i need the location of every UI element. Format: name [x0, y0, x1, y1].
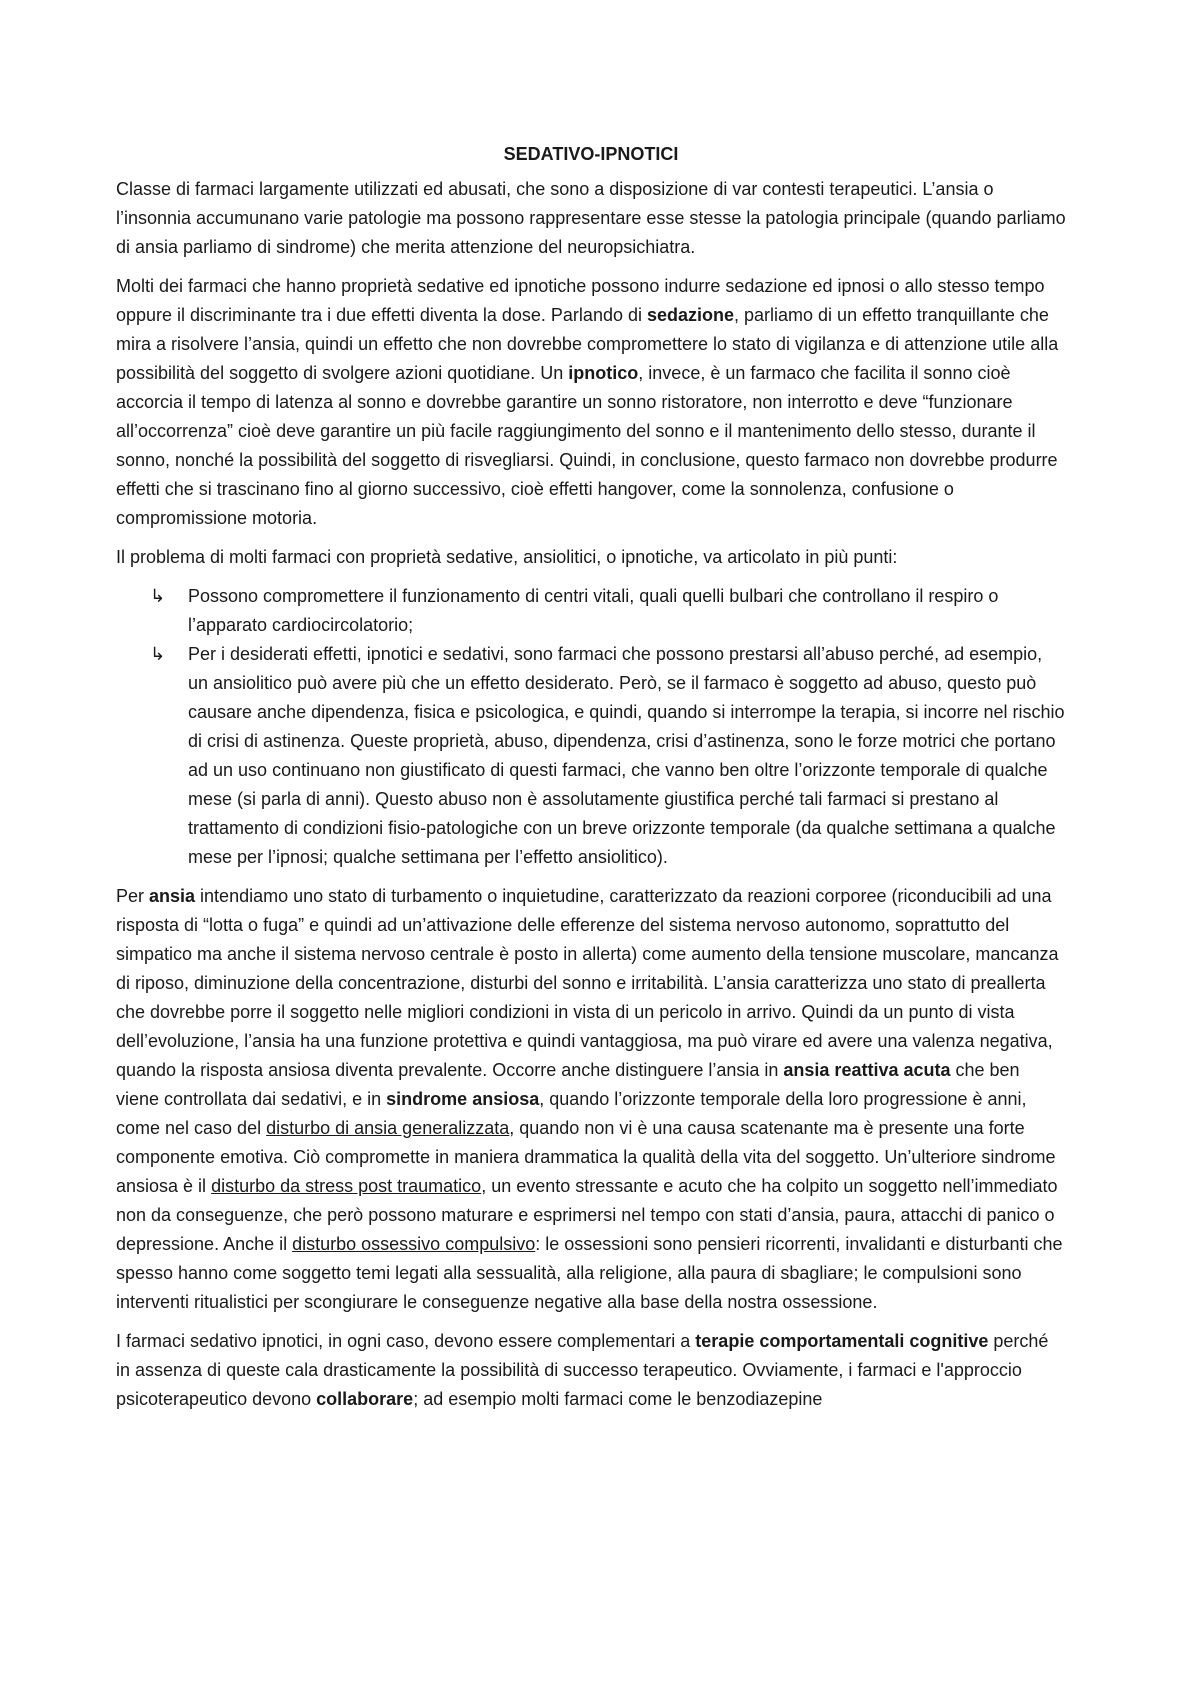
- paragraph-sedation-hypnosis: [116, 272, 1066, 533]
- arrow-bullet-icon: ↳: [150, 586, 166, 607]
- bold-term-sindrome-ansiosa: sindrome ansiosa: [386, 1089, 540, 1109]
- paragraph-anxiety: [116, 882, 1066, 1317]
- text-run: ; ad esempio molti farmaci come le benzodiazepine: [413, 1389, 823, 1409]
- text-run: I farmaci sedativo ipnotici, in ogni caso, devono essere complementari a: [116, 1331, 696, 1351]
- bold-term-sedazione: sedazione: [646, 305, 735, 325]
- bold-term-terapie-cognitive: terapie comportamentali cognitive: [695, 1331, 989, 1351]
- text-run: intendiamo uno stato di turbamento o inquietudine, caratterizzato da reazioni corporee (riconducibili ad una risposta di “lotta o fuga” e quindi ad un’attivazione delle efferenze del sistema nervoso autonomo, soprattutto del simpatico ma anche il sistema nervoso centrale è posto in allerta) come aumento della tensione muscolare, mancanza di riposo, diminuzione della concentrazione, disturbi del sonno e irritabilità. L’ansia caratterizza uno stato di preallerta che dovrebbe porre il soggetto nelle migliori condizioni in vista di un pericolo in arrivo. Quindi da un punto di vista dell’evoluzione, l’ansia ha una funzione protettiva e quindi vantaggiosa, ma può virare ed avere una valenza negativa, quando la risposta ansiosa diventa prevalente. Occorre anche distinguere l’ansia in: [116, 886, 1059, 1080]
- bullet-list: [116, 582, 1066, 872]
- text-run: Molti dei farmaci che hanno proprietà sedative ed ipnotiche possono indurre sedazione ed ipnosi o allo stesso tempo oppure il discriminante tra i due effetti diventa la dose. Parlando di: [116, 276, 1045, 325]
- text-run: : le ossessioni sono pensieri ricorrenti, invalidanti e disturbanti che spesso hanno come soggetto temi legati alla sessualità, alla religione, alla paura di sbagliare; le compulsioni sono interventi ritualistici per scongiurare le conseguenze negative alla base della nostra ossessione.: [116, 1234, 1063, 1312]
- underlined-term-gad: disturbo di ansia generalizzata: [266, 1118, 510, 1138]
- text-run: Per: [116, 886, 150, 906]
- bullet-text: Possono compromettere il funzionamento di centri vitali, quali quelli bulbari che controllano il respiro o l’apparato cardiocircolatorio;: [188, 586, 999, 635]
- bullet-text: Per i desiderati effetti, ipnotici e sedativi, sono farmaci che possono prestarsi all’abuso perché, ad esempio, un ansiolitico può avere più che un effetto desiderato. Però, se il farmaco è soggetto ad abuso, questo può causare anche dipendenza, fisica e psicologica, e quindi, quando si interrompe la terapia, si incorre nel rischio di crisi di astinenza. Queste proprietà, abuso, dipendenza, crisi d’astinenza, sono le forze motrici che portano ad un uso continuano non giustificato di questi farmaci, che vanno ben oltre l’orizzonte temporale di qualche mese (si parla di anni). Questo abuso non è assolutamente giustifica perché tali farmaci si prestano al trattamento di condizioni fisio-patologiche con un breve orizzonte temporale (da qualche settimana a qualche mese per l’ipnosi; qualche settimana per l’effetto ansiolitico).: [188, 644, 1065, 867]
- bold-term-ipnotico: ipnotico: [568, 363, 639, 383]
- paragraph-problem: Il problema di molti farmaci con proprietà sedative, ansiolitici, o ipnotiche, va articolato in più punti:: [116, 547, 898, 567]
- bullet-item: [116, 640, 1066, 872]
- paragraph-therapy: [116, 1327, 1066, 1414]
- text-run: perché in assenza di queste cala drasticamente la possibilità di successo terapeutico. Ovviamente, i farmaci e l'approccio psicoterapeutico devono: [116, 1331, 1049, 1409]
- text-run: che ben viene controllata dai sedativi, e in: [116, 1060, 1020, 1109]
- underlined-term-ptsd: disturbo da stress post traumatico: [211, 1176, 482, 1196]
- text-run: , quando non vi è una causa scatenante ma è presente una forte componente emotiva. Ciò compromette in maniera drammatica la qualità della vita del soggetto. Un’ulteriore sindrome ansiosa è il: [116, 1118, 1056, 1196]
- bold-term-ansia: ansia: [149, 886, 196, 906]
- text-run: , invece, è un farmaco che facilita il sonno cioè accorcia il tempo di latenza al sonno e dovrebbe garantire un sonno ristoratore, non interrotto e deve “funzionare all’occorrenza” cioè deve garantire un più facile raggiungimento del sonno e il mantenimento dello stesso, durante il sonno, nonché la possibilità del soggetto di risvegliarsi. Quindi, in conclusione, questo farmaco non dovrebbe produrre effetti che si trascinano fino al giorno successivo, cioè effetti hangover, come la sonnolenza, confusione o compromissione motoria.: [116, 363, 1058, 528]
- arrow-bullet-icon: ↳: [150, 644, 166, 665]
- text-run: , un evento stressante e acuto che ha colpito un soggetto nell’immediato non da conseguenze, che però possono maturare e esprimersi nel tempo con stati d’ansia, paura, attacchi di panico o depressione. Anche il: [116, 1176, 1058, 1254]
- paragraph-intro: Classe di farmaci largamente utilizzati ed abusati, che sono a disposizione di var contesti terapeutici. L’ansia o l’insonnia accumunano varie patologie ma possono rappresentare esse stesse la patologia principale (quando parliamo di ansia parliamo di sindrome) che merita attenzione del neuropsichiatra.: [116, 179, 1066, 257]
- text-run: , quando l’orizzonte temporale della loro progressione è anni, come nel caso del: [116, 1089, 1027, 1138]
- text-run: , parliamo di un effetto tranquillante che mira a risolvere l’ansia, quindi un effetto che non dovrebbe compromettere lo stato di vigilanza e di attenzione utile alla possibilità del soggetto di svolgere azioni quotidiane. Un: [116, 305, 1059, 383]
- bold-term-ansia-reattiva-acuta: ansia reattiva acuta: [783, 1060, 951, 1080]
- bullet-item: [116, 582, 1066, 640]
- document-title: SEDATIVO-IPNOTICI: [503, 144, 679, 164]
- bold-term-collaborare: collaborare: [316, 1389, 414, 1409]
- underlined-term-ocd: disturbo ossessivo compulsivo: [292, 1234, 536, 1254]
